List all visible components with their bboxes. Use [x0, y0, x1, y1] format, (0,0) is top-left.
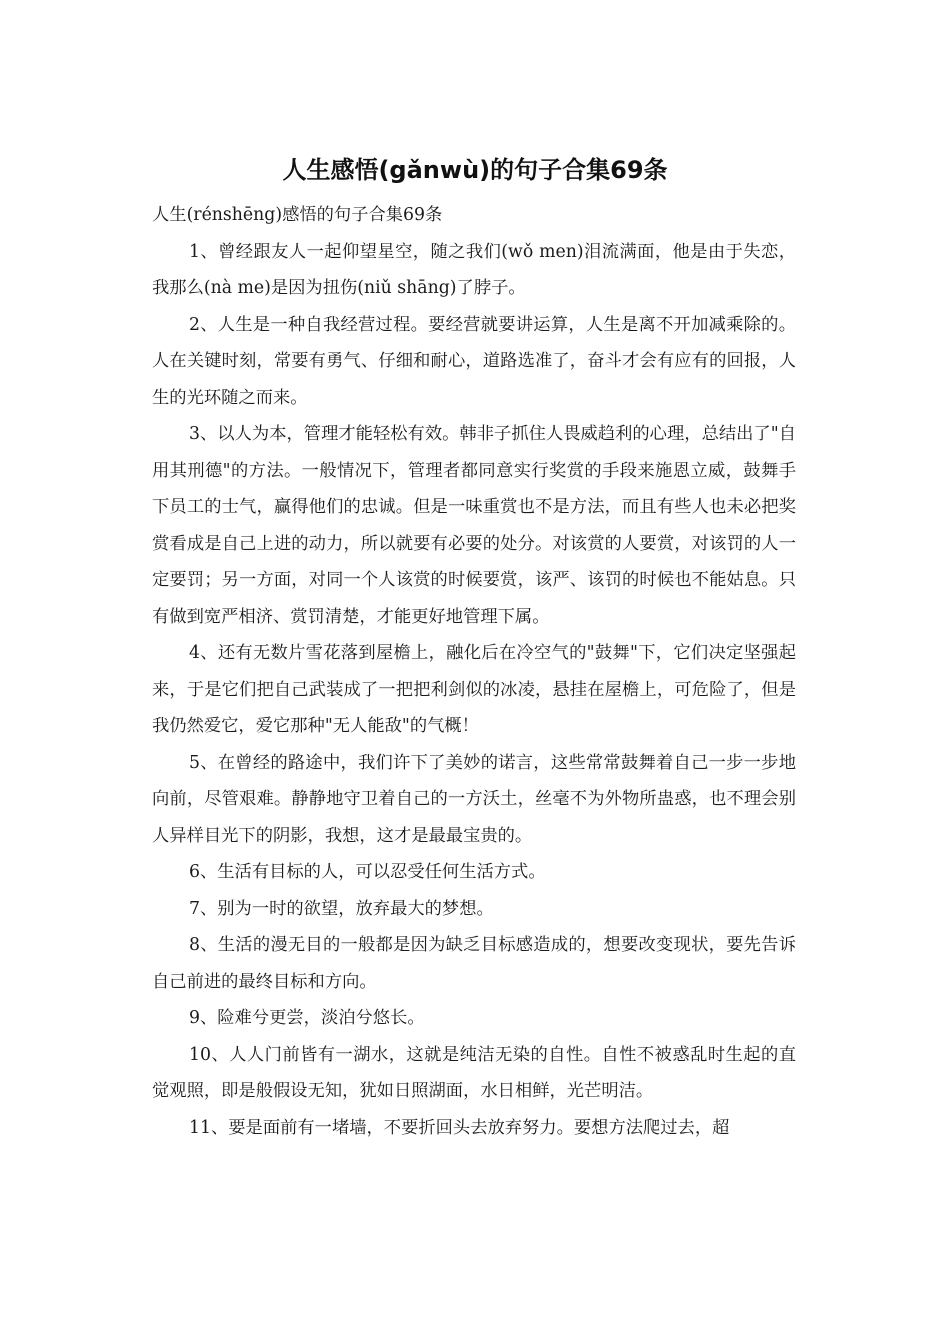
document-title: 人生感悟(gǎnwù)的句子合集69条 — [282, 156, 668, 184]
paragraph-8: 8、生活的漫无目的一般都是因为缺乏目标感造成的，想要改变现状，要先告诉自己前进的最终目标和方向。 — [152, 935, 796, 992]
paragraph-4: 4、还有无数片雪花落到屋檐上，融化后在冷空气的"鼓舞"下，它们决定坚强起来，于是它们把自己武装成了一把把利剑似的冰凌，悬挂在屋檐上，可危险了，但是我仍然爱它，爱它那种"无人能敌"的气概！ — [152, 643, 796, 736]
paragraph-1: 1、曾经跟友人一起仰望星空，随之我们(wǒ men)泪流满面，他是由于失恋，我那么(nà me)是因为扭伤(niǔ shāng)了脖子。 — [152, 241, 796, 298]
paragraph-5: 5、在曾经的路途中，我们许下了美妙的诺言，这些常常鼓舞着自己一步一步地向前，尽管艰难。静静地守卫着自己的一方沃土，丝毫不为外物所蛊惑，也不理会别人异样目光下的阴影，我想，这才是最最宝贵的。 — [152, 752, 796, 846]
paragraph-6: 6、生活有目标的人，可以忍受任何生活方式。 — [189, 862, 546, 882]
document-body — [152, 197, 796, 1146]
paragraph-2: 2、人生是一种自我经营过程。要经营就要讲运算，人生是离不开加减乘除的。人在关键时刻，常要有勇气、仔细和耐心，道路选准了，奋斗才会有应有的回报，人生的光环随之而来。 — [152, 314, 796, 408]
paragraph-7: 7、别为一时的欲望，放弃最大的梦想。 — [189, 898, 494, 919]
paragraph-11: 11、要是面前有一堵墙，不要折回头去放弃努力。要想方法爬过去，超 — [189, 1117, 730, 1138]
document-subtitle: 人生(rénshēng)感悟的句子合集69条 — [152, 205, 443, 225]
paragraph-9: 9、险难兮更尝，淡泊兮悠长。 — [189, 1008, 425, 1028]
paragraph-3: 3、以人为本，管理才能轻松有效。韩非子抓住人畏威趋利的心理，总结出了"自用其刑德"的方法。一般情况下，管理者都同意实行奖赏的手段来施恩立威，鼓舞手下员工的士气，赢得他们的忠诚。但是一味重赏也不是方法，而且有些人也未必把奖赏看成是自己上进的动力，所以就要有必要的处分。对该赏的人要赏，对该罚的人一定要罚；另一方面，对同一个人该赏的时候要赏，该严、该罚的时候也不能姑息。只有做到宽严相济、赏罚清楚，才能更好地管理下属。 — [152, 424, 796, 627]
paragraph-10: 10、人人门前皆有一湖水，这就是纯洁无染的自性。自性不被惑乱时生起的直觉观照，即是般假设无知，犹如日照湖面，水日相鲜，光芒明洁。 — [152, 1044, 796, 1101]
